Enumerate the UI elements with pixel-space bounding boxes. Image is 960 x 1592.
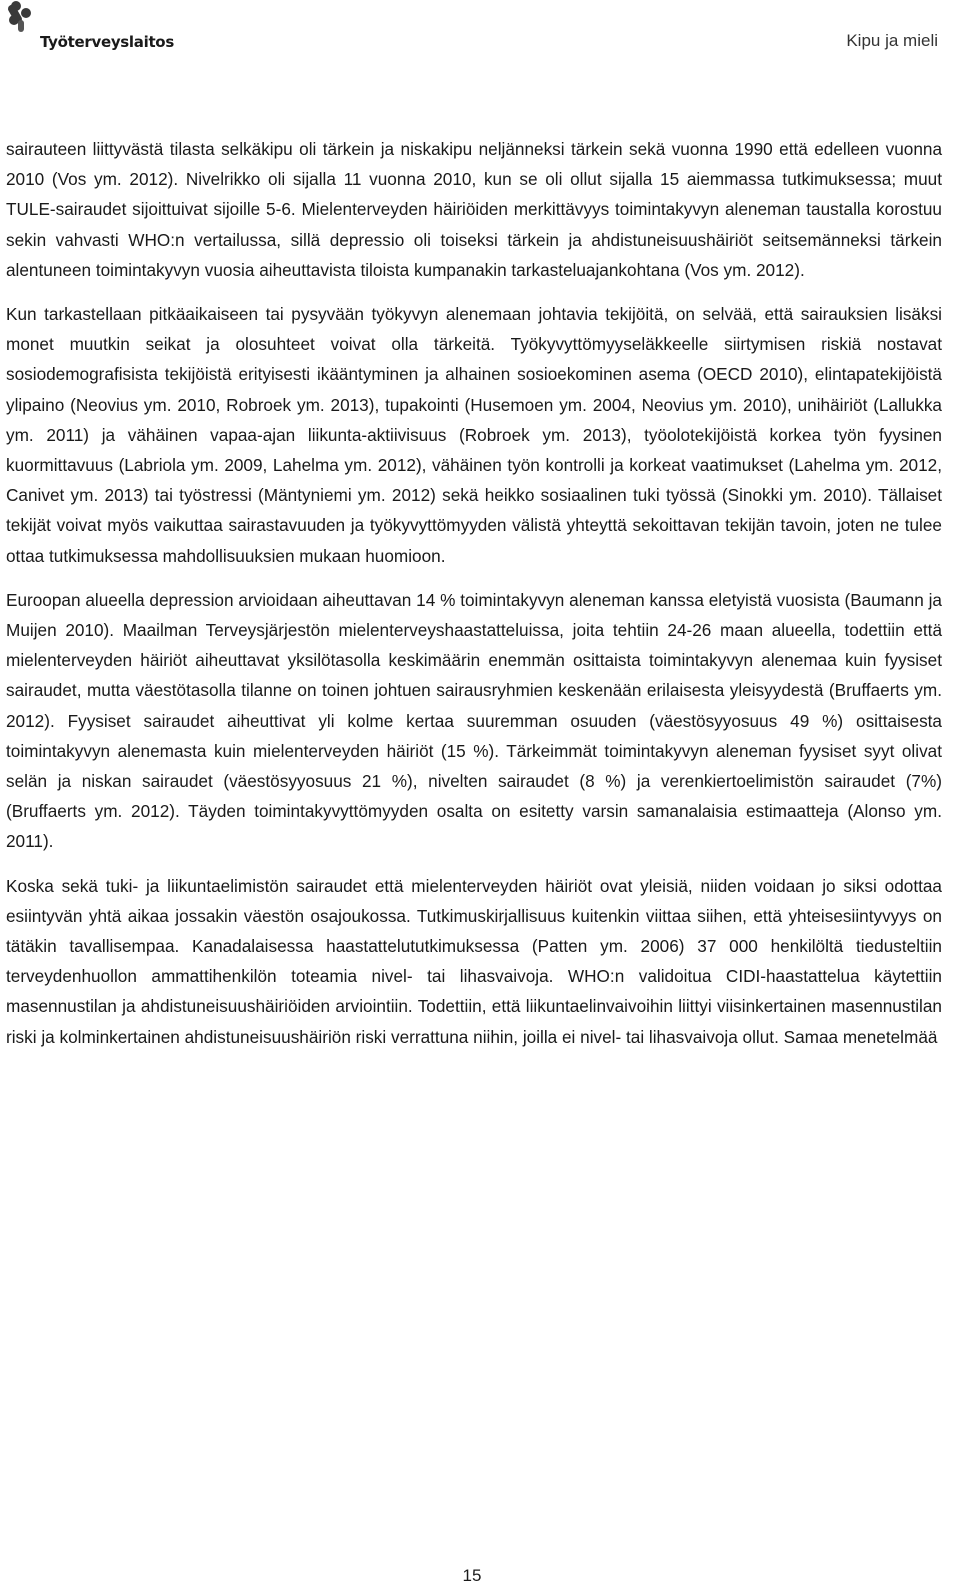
page-header (0, 0, 960, 70)
paragraph-3: Euroopan alueella depression arvioidaan aiheuttavan 14 % toimintakyvyn aleneman kanssa eletyistä vuosista (Baumann ja Muijen 2010). Maailman Terveysjärjestön mielenterveyshaastatteluissa, joita tehtiin 24-26 maan alueella, todettiin että mielenterveyden häiriöt aiheuttavat yksilötasolla keskimäärin enemmän osittaista toimintakyvyn alenemaa kuin fyysiset sairaudet, mutta väestötasolla tilanne on toinen johtuen sairausryhmien keskenään erilaisesta yleisyydestä (Bruffaerts ym. 2012). Fyysiset sairaudet aiheuttivat yli kolme kertaa suuremman osuuden (väestösyyosuus 49 %) osittaisesta toimintakyvyn alenemasta kuin mielenterveyden häiriöt (15 %). Tärkeimmät toimintakyvyn aleneman fyysiset syyt olivat selän ja niskan sairaudet (väestösyyosuus 21 %), nivelten sairaudet (8 %) ja verenkiertoelimistön sairaudet (7%) (Bruffaerts ym. 2012). Täyden toimintakyvyttömyyden osalta on esitetty varsin samanalaisia estimaatteja (Alonso ym. 2011). (6, 589, 942, 852)
body-text (6, 134, 942, 1066)
paragraph-2: Kun tarkastellaan pitkäaikaiseen tai pysyvään työkyvyn alenemaan johtavia tekijöitä, on selvää, että sairauksien lisäksi monet muutkin seikat ja olosuhteet voivat olla tärkeitä. Työkyvyttömyyseläkkeelle siirtymisen riskiä nostavat sosiodemografisista tekijöistä erityisesti ikääntyminen ja alhainen sosioekominen asema (OECD 2010), elintapatekijöistä ylipaino (Neovius ym. 2010, Robroek ym. 2013), tupakointi (Husemoen ym. 2004, Neovius ym. 2010), unihäiriöt (Lallukka ym. 2011) ja vähäinen vapaa-ajan liikunta-aktiivisuus (Robroek ym. 2013), työolotekijöistä korkea työn fyysinen kuormittavuus (Labriola ym. 2009, Lahelma ym. 2012), vähäinen työn kontrolli ja korkeat vaatimukset (Lahelma ym. 2012, Canivet ym. 2013) tai työstressi (Mäntyniemi ym. 2012) sekä heikko sosiaalinen tuki työssä (Sinokki ym. 2010). Tällaiset tekijät voivat myös vaikuttaa sairastavuuden ja työkyvyttömyyden välistä yhteyttä sekoittavan tekijän tavoin, joten ne tulee ottaa tutkimuksessa mahdollisuuksien mukaan huomioon. (6, 304, 942, 566)
running-title: Kipu ja mieli (846, 31, 938, 50)
paragraph-1: sairauteen liittyvästä tilasta selkäkipu oli tärkein ja niskakipu neljänneksi tärkein sekä vuonna 1990 että edelleen vuonna 2010 (Vos ym. 2012). Nivelrikko oli sijalla 11 vuonna 2010, kun se oli ollut sijalla 15 aiemmassa tutkimuksessa; muut TULE-sairaudet sijoittuivat sijoille 5-6. Mielenterveyden häiriöiden merkittävyys toimintakyvyn aleneman taustalla korostuu sekin vahvasti WHO:n vertailussa, sillä depressio oli toiseksi tärkein ja ahdistuneisuushäiriöt seitsemänneksi tärkein alentuneen toimintakyvyn vuosia aiheuttavista tiloista kumpanakin tarkasteluajankohtana (Vos ym. 2012). (6, 139, 942, 280)
logo-mark-icon (6, 0, 38, 36)
paragraph-4: Koska sekä tuki- ja liikuntaelimistön sairaudet että mielenterveyden häiriöt ovat yleisiä, niiden voidaan jo siksi odottaa esiintyvän yhtä aikaa jossakin väestön osajoukossa. Tutkimuskirjallisuus kuitenkin viittaa siihen, että yhteisesiintyvyys on tätäkin tavallisempaa. Kanadalaisessa haastattelututkimuksessa (Patten ym. 2006) 37 000 henkilöltä tiedusteltiin terveydenhuollon ammattihenkilön toteamia nivel- tai lihasvaivoja. WHO:n validoitua CIDI-haastattelua käytettiin masennustilan ja ahdistuneisuushäiriöiden arviointiin. Todettiin, että liikuntaelinvaivoihin liittyi viisinkertainen masennustilan riski ja kolminkertainen ahdistuneisuushäiriön riski verrattuna niihin, joilla ei nivel- tai lihasvaivoja ollut. Samaa menetelmää (6, 875, 942, 1047)
page-number: 15 (462, 1566, 482, 1585)
logo-text: Työterveyslaitos (40, 33, 174, 51)
tyoterveyslaitos-logo (6, 0, 176, 56)
